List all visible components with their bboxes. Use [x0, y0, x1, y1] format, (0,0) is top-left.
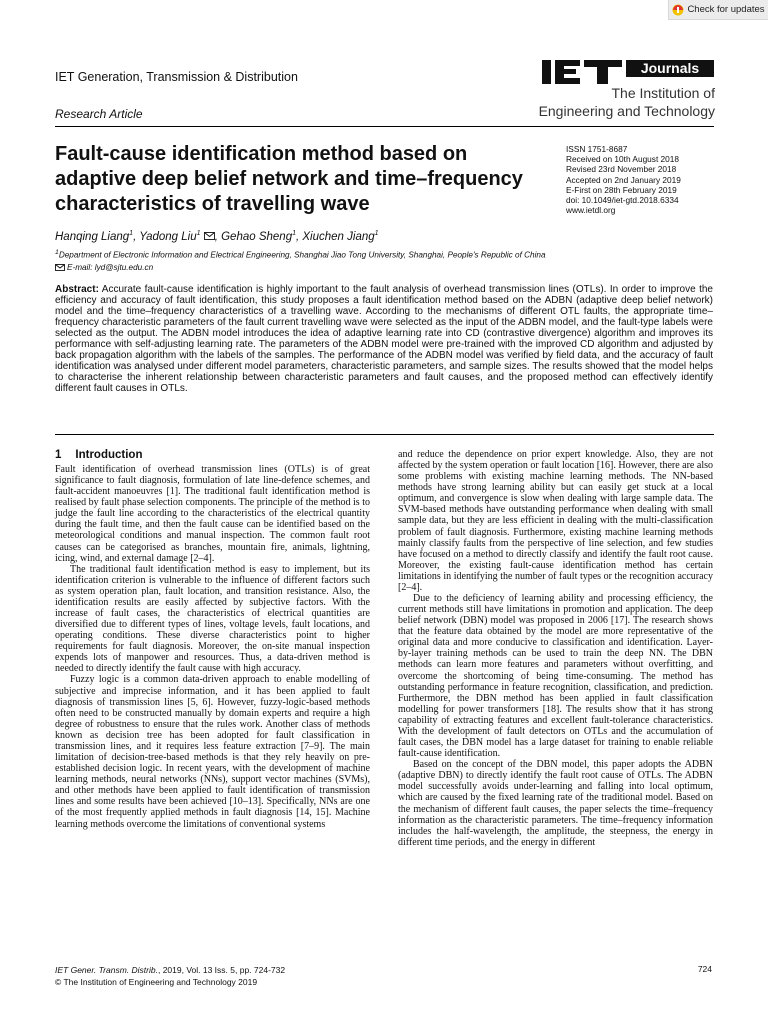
meta-accepted: Accepted on 2nd January 2019	[566, 174, 681, 185]
author-separator: ,	[214, 230, 222, 243]
footer-volume-info: , 2019, Vol. 13 Iss. 5, pp. 724-732	[157, 965, 286, 975]
journal-name: IET Generation, Transmission & Distribution	[55, 70, 298, 84]
body-paragraph: The traditional fault identification method is easy to implement, but its identification criterion is vulnerable to the influence of different factors such as system operation plan, fault location, and transition resistance. Also, the identification results are easily affected by subjective factors. With the increase of fault cases, the characteristics of electrical quantities are diversified due to different types of lines, voltage levels, fault locations, and operating conditions. These diverse characteristics point to higher requirements for fault diagnosis. Moreover, the on-site manual inspection expends lots of manpower and resources. Thus, a data-driven method is needed to directly identify the fault cause with high accuracy.	[55, 563, 370, 675]
section-number: 1	[55, 449, 62, 461]
meta-website[interactable]: www.ietdl.org	[566, 205, 616, 216]
author-affiliation	[55, 249, 546, 260]
iet-logo	[540, 58, 715, 124]
abstract	[55, 284, 713, 394]
footer-journal-abbrev: IET Gener. Transm. Distrib.	[55, 965, 158, 975]
body-paragraph: Based on the concept of the DBN model, this paper adopts the ADBN (adaptive DBN) to directly identify the fault root cause of OTLs. The ADBN model successfully avoids under-learning and falling into local optimum, which are caused by the fixed learning rate of the traditional model. Based on the mechanism of different fault causes, the paper selects the time–frequency information as the characteristic parameters. The time–frequency information includes the half-wavelength, the amplitude, the steepness, the energy in different time periods, and the energy in different	[398, 759, 713, 848]
meta-revised: Revised 23rd November 2018	[566, 164, 677, 175]
abstract-divider	[55, 434, 714, 435]
author-name: Yadong Liu	[139, 230, 197, 243]
author-name: Gehao Sheng	[221, 230, 293, 243]
email-text[interactable]: E-mail: lyd@sjtu.edu.cn	[67, 263, 154, 272]
body-paragraph: and reduce the dependence on prior expert knowledge. Also, they are not affected by the system operation or fault location [16]. However, there are also some problems with existing machine learning methods. The NN-based methods have strong learning ability but can easily get stuck at a local optimum, and convergence is slow when dealing with large sample data. The SVM-based methods have outstanding performance when dealing with small sample data, but they are less efficient in dealing with the multi-classification problem of fault diagnosis. Furthermore, existing machine learning methods mainly classify faults from the perspective of line selection, and few studies have focused on a method to directly classify and identify the fault root cause. Moreover, the existing fault-cause identification method has certain limitations in identifying the number of fault types or the recognition accuracy [2–4].	[398, 449, 713, 593]
affiliation-number: 1	[55, 249, 59, 256]
affiliation-text: Department of Electronic Information and Electrical Engineering, Shanghai Jiao Tong University, Shanghai, People's Republic of China	[58, 250, 546, 260]
page-number: 724	[697, 964, 712, 974]
body-column-right	[398, 449, 713, 848]
author-affiliation-mark: 1	[292, 230, 296, 237]
section-title: Introduction	[75, 449, 143, 461]
author-name: Hanqing Liang	[55, 230, 130, 243]
logo-institution-line2: Engineering and Technology	[538, 103, 715, 119]
body-paragraph: Fault identification of overhead transmission lines (OTLs) is of great significance to fault diagnosis, formulation of late line-defence schemes, and fault-accident manoeuvres [1]. The traditional fault identification method is realised by fault phase selection components. The principle of the method is to judge the fault line according to the characteristics of the electrical quantity during the fault time, and then the fault cause can be identified based on the meteorological conditions and manual inspection. The common fault root causes can be categorised as branches, mountain fire, animals, lightning, icing, wind, and external damage [2–4].	[55, 464, 370, 564]
author-name: Xiuchen Jiang	[302, 230, 375, 243]
crossmark-icon	[672, 4, 684, 16]
check-for-updates-button[interactable]	[668, 0, 768, 20]
footer-copyright: © The Institution of Engineering and Technology 2019	[55, 977, 258, 987]
body-column-left	[55, 449, 370, 830]
check-for-updates-label: Check for updates	[687, 4, 765, 15]
iet-logo-mark	[540, 58, 624, 84]
author-separator: ,	[133, 230, 140, 243]
abstract-text: Accurate fault-cause identification is highly important to the fault analysis of overhead transmission lines (OTLs). In order to improve the efficiency and accuracy of fault identification, this study proposes a fault identification method based on the ADBN (adaptive deep belief network) model and the time–frequency characteristics of a travelling wave. According to the mechanisms of different OTL faults, the appropriate time–frequency characteristic parameters of the fault current travelling wave were selected as the input of the ADBN model, and the fault-type labels were selected as the output. The ADBN model introduces the idea of adaptive learning rate into CD (contrastive divergence) algorithm and improves its performance with self-adjusting learning rate. The parameters of the ADBN model were pre-trained with the improved CD algorithm and adjusted by back propagation algorithm with the labels of the samples. The performance of the ADBN model was verified by field data, and the accuracy of fault identification was analysed under different model parameters, characteristic parameters, and sample sizes. The results showed that the model helps to characterise the inherent relationship between characteristic parameters and fault causes, and the proposed method can effectively identify different fault causes in OTLs.	[55, 284, 713, 395]
meta-efirst: E-First on 28th February 2019	[566, 184, 677, 195]
abstract-label: Abstract:	[55, 284, 99, 295]
meta-issn: ISSN 1751-8687	[566, 144, 628, 154]
meta-doi[interactable]: doi: 10.1049/iet-gtd.2018.6334	[566, 195, 679, 206]
footer-citation	[55, 964, 285, 988]
article-metadata	[566, 144, 681, 215]
meta-received: Received on 10th August 2018	[566, 154, 680, 165]
author-affiliation-mark: 1	[129, 230, 134, 237]
author-affiliation-mark: 1	[374, 230, 379, 237]
logo-journals-label: Journals	[626, 60, 714, 77]
envelope-icon	[204, 232, 215, 240]
corresponding-email	[55, 263, 153, 272]
author-affiliation-mark: 1	[196, 230, 201, 237]
logo-institution-line1: The Institution of	[611, 85, 715, 101]
author-separator: ,	[296, 230, 303, 243]
body-paragraph: Due to the deficiency of learning ability and processing efficiency, the current methods still have limitations in promotion and application. The deep belief network (DBN) model was proposed in 2006 [17]. The research shows that the feature data obtained by the model are more representative of the original data and more conducive to classification and identification. Layer-by-layer training methods can be used to train the deep NN. The DBN methods can learn more features and parameters without overfitting, and overcome the shortcoming of being time-consuming. The method has outstanding performance in feature recognition, classification, and prediction. Furthermore, the DBN method has been applied in fault classification modelling for power transformers [18]. The results show that it has strong capability of extracting features and excellent fault-tolerance characteristics. With the development of fault detectors on OTLs and the accumulation of fault cases, the DBN model has a large dataset for training to enable reliable fault-cause identification.	[398, 593, 713, 760]
section-heading-introduction	[55, 449, 370, 461]
envelope-icon	[55, 264, 65, 271]
body-paragraph: Fuzzy logic is a common data-driven approach to enable modelling of subjective and imprecise information, and it has been applied to fault diagnosis of transmission lines [5, 6]. However, fuzzy-logic-based methods often need to be constructed manually by domain experts and require a high degree of robustness to ensure that the rules work. Another class of methods known as decision tree has been adopted for fault classification in transmission lines, and it requires less feature extraction [7–9]. The main limitation of decision-tree-based methods is that they rely heavily on pre-established decision logic. In recent years, with the development of machine learning methods, neural networks (NNs), support vector machines (SVMs), and other methods have been applied to fault identification of transmission lines and some results have been achieved [10–13]. Specifically, NNs are one of the most frequently applied methods in fault diagnosis [14, 15]. Machine learning methods overcome the limitations of conventional systems	[55, 674, 370, 830]
article-title: Fault-cause identification method based on adaptive deep belief network and time–frequency characteristics of travelling wave	[55, 143, 523, 215]
author-list	[55, 230, 379, 243]
header-divider	[55, 126, 714, 127]
article-type: Research Article	[55, 107, 143, 121]
